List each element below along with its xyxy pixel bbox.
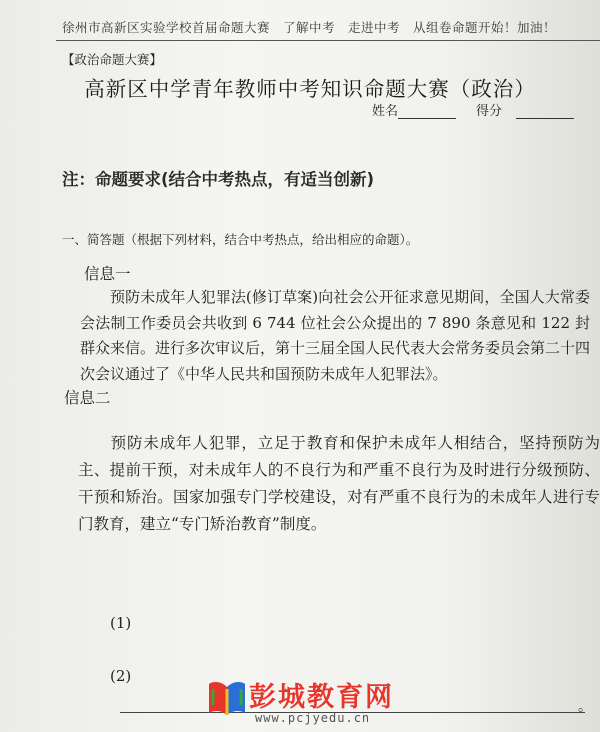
watermark-url: www.pcjyedu.cn: [255, 711, 371, 725]
answer-item-1: (1): [110, 614, 132, 632]
info1-paragraph: 预防未成年人犯罪法(修订草案)向社会公开征求意见期间，全国人大常委会法制工作委员会共收到 6 744 位社会公众提出的 7 890 条意见和 122 封群众来信。进行多次审议后，第十三届全国人民代表大会常务委员会第二十四次会议通过了《中华人民共和国预防未成年人犯罪法》。: [80, 288, 591, 383]
score-label: 得分: [476, 104, 503, 119]
name-score-line: [372, 100, 574, 119]
requirement-note: 注：命题要求(结合中考热点，有适当创新): [62, 170, 375, 189]
section-heading: 一、简答题（根据下列材料，结合中考热点，给出相应的命题）。: [62, 232, 419, 247]
page-title: 高新区中学青年教师中考知识命题大赛（政治）: [84, 77, 536, 101]
watermark: [205, 673, 435, 731]
answer-item-2: (2): [110, 667, 132, 685]
info2-paragraph: 预防未成年人犯罪，立足于教育和保护未成年人相结合，坚持预防为主、提前干预，对未成年人的不良行为和严重不良行为及时进行分级预防、干预和矫治。国家加强专门学校建设，对有严重不良行为的未成年人进行专门教育，建立“专门矫治教育”制度。: [78, 434, 600, 533]
name-label: 姓名: [372, 104, 399, 119]
category-tag: 【政治命题大赛】: [62, 52, 163, 67]
info1-title: 信息一: [84, 265, 131, 283]
end-mark: 。: [578, 699, 592, 715]
header-banner: 徐州市高新区实验学校首届命题大赛 了解中考 走进中考 从组卷命题开始！加油！: [62, 20, 557, 35]
info2-title: 信息二: [64, 389, 111, 407]
book-logo-icon: [205, 675, 249, 719]
score-blank: [516, 105, 574, 119]
header-divider: [56, 40, 600, 41]
name-blank: [398, 105, 456, 119]
watermark-name: 彭城教育网: [249, 682, 394, 713]
